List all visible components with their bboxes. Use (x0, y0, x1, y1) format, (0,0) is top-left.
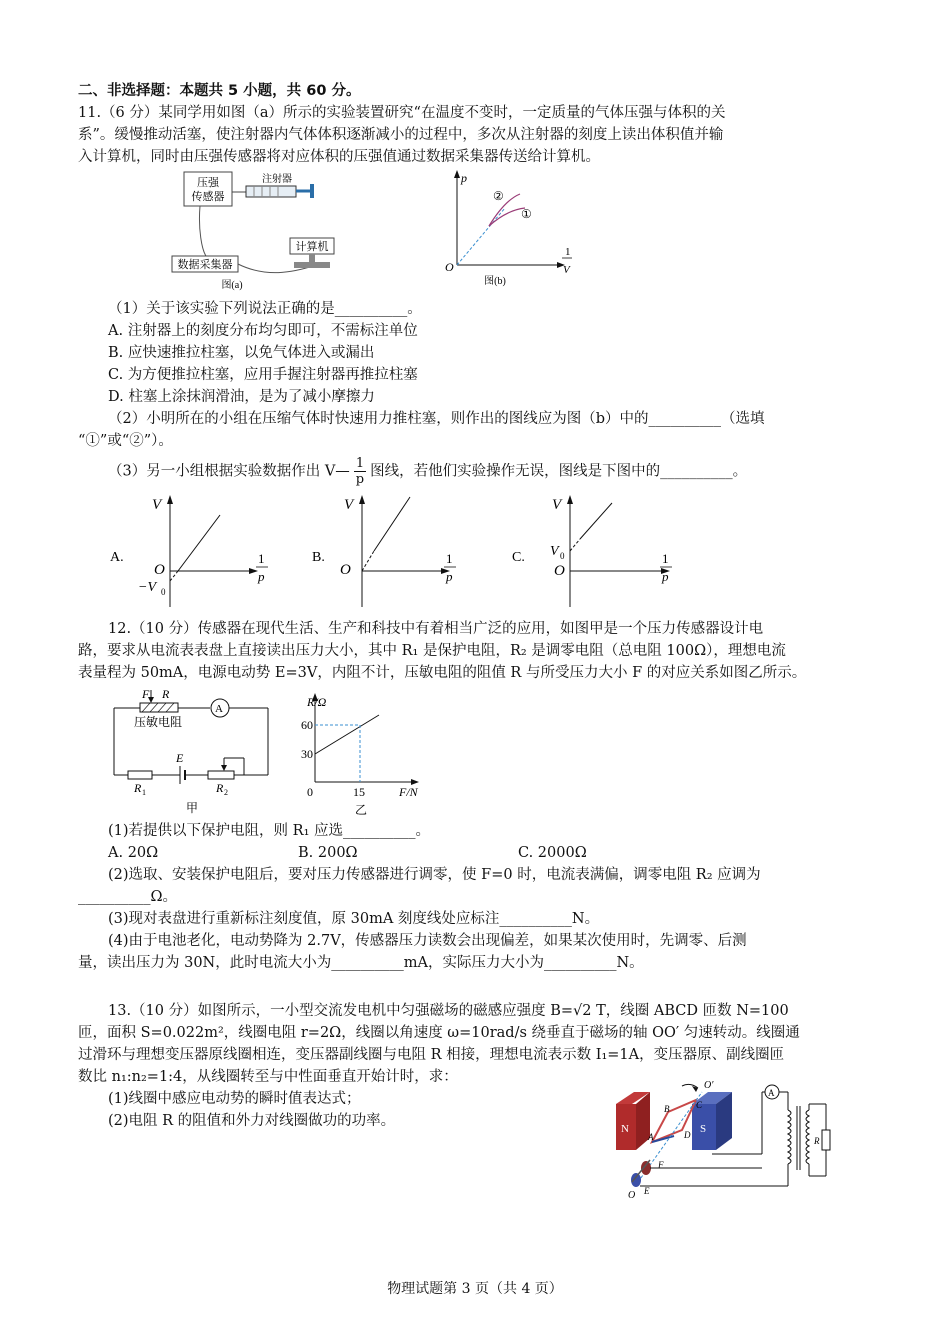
svg-text:R: R (162, 687, 170, 701)
q13-line-1: 13.（10 分）如图所示，一小型交流发电机中匀强磁场的磁感应强度 B=√2 T，线圈 ABCD 匝数 N=100 (108, 1003, 789, 1019)
circuit-jia (110, 688, 280, 818)
svg-text:A: A (648, 1132, 654, 1142)
q12-sub3: (3)现对表盘进行重新标注刻度值，原 30mA 刻度线处应标注__________N。 (108, 911, 600, 927)
q12-line-2: 路，要求从电流表表盘上直接读出压力大小，其中 R₁ 是保护电阻，R₂ 是调零电阻（总电阻 100Ω），理想电流 (78, 643, 786, 659)
q13-line-2: 匝，面积 S=0.022m²，线圈电阻 r=2Ω，线圈以角速度 ω=10rad/s 绕垂直于磁场的轴 OO′ 匀速转动。线圈通 (78, 1025, 800, 1041)
q12-sub1: (1)若提供以下保护电阻，则 R₁ 应选__________。 (108, 823, 430, 839)
svg-text:R: R (134, 781, 142, 795)
svg-text:V: V (550, 544, 559, 559)
svg-text:1: 1 (258, 551, 265, 566)
svg-text:压敏电阻: 压敏电阻 (134, 715, 183, 729)
svg-text:2: 2 (224, 788, 228, 797)
svg-text:R: R (216, 781, 224, 795)
svg-text:15: 15 (353, 785, 365, 799)
page-footer: 物理试题第 3 页（共 4 页） (387, 1281, 563, 1297)
graph-option-b (310, 495, 490, 610)
q11-line-3: 入计算机，同时由压强传感器将对应体积的压强值通过数据采集器传送给计算机。 (78, 149, 600, 165)
svg-text:B.: B. (312, 550, 325, 565)
q12-sub2a: (2)选取、安装保护电阻后，要对压力传感器进行调零，使 F=0 时，电流表满偏，调零电阻 R₂ 应调为 (108, 867, 761, 883)
q11-optC: C. 为方便推拉柱塞，应用手握注射器再推拉柱塞 (108, 367, 418, 383)
q11-line-2: 系”。缓慢推动活塞，使注射器内气体体积逐渐减小的过程中，多次从注射器的刻度上读出体积值并输 (78, 127, 724, 143)
figure-a-apparatus (170, 170, 370, 295)
q11-line-1: 11.（6 分）某同学用如图（a）所示的实验装置研究“在温度不变时，一定质量的气体压强与体积的关 (78, 105, 726, 121)
svg-text:图(b): 图(b) (484, 276, 506, 287)
q13-sub2: (2)电阻 R 的阻值和外力对线圈做功的功率。 (108, 1113, 396, 1129)
generator-figure (612, 1082, 842, 1204)
svg-text:p: p (461, 171, 467, 185)
svg-text:E: E (644, 1186, 650, 1196)
fig-a-computer-label: 计算机 (295, 241, 329, 253)
q13-line-4: 数比 n₁:n₂=1:4，从线圈转至与中性面垂直开始计时，求： (78, 1069, 458, 1085)
svg-text:0: 0 (307, 785, 313, 799)
svg-text:A: A (215, 703, 223, 715)
q12-sub2b: __________Ω。 (78, 889, 178, 905)
graph-option-a (108, 495, 288, 610)
svg-text:O: O (554, 563, 565, 579)
svg-text:F/N: F/N (399, 785, 418, 799)
svg-text:O: O (445, 260, 454, 274)
svg-text:V: V (563, 264, 570, 276)
svg-text:p: p (662, 569, 669, 584)
svg-text:O′: O′ (704, 1080, 714, 1091)
fig-a-syringe-label: 注射器 (262, 174, 292, 185)
svg-text:p: p (258, 569, 265, 584)
q13-sub1: (1)线圈中感应电动势的瞬时值表达式； (108, 1091, 361, 1107)
svg-text:V: V (344, 497, 354, 513)
svg-text:1: 1 (446, 551, 453, 566)
svg-text:F: F (658, 1160, 664, 1170)
svg-text:V: V (552, 497, 562, 513)
q11-sub3: （3）另一小组根据实验数据作出 V— $\frac{1}{p}$ 图线，若他们实验操作无误，图线是下图中的__________。 (108, 456, 748, 487)
svg-text:S: S (700, 1123, 707, 1135)
svg-text:1: 1 (662, 551, 669, 566)
svg-text:①: ① (521, 207, 532, 221)
q12-line-1: 12.（10 分）传感器在现代生活、生产和科技中有着相当广泛的应用，如图甲是一个压力传感器设计电 (108, 621, 764, 637)
svg-text:C: C (696, 1100, 703, 1110)
svg-text:30: 30 (301, 747, 313, 761)
svg-text:B: B (664, 1104, 670, 1114)
fig-a-sensor-label-2: 传感器 (191, 191, 225, 203)
q11-optD: D. 柱塞上涂抹润滑油，是为了减小摩擦力 (108, 389, 375, 405)
svg-text:②: ② (493, 189, 504, 203)
svg-text:0: 0 (161, 587, 166, 597)
q12-optA: A. 20Ω (108, 845, 159, 861)
svg-text:1: 1 (142, 788, 146, 797)
svg-text:O: O (154, 562, 165, 578)
svg-text:F: F (142, 687, 150, 701)
svg-text:R/Ω: R/Ω (307, 695, 327, 709)
q11-sub1: （1）关于该实验下列说法正确的是__________。 (108, 301, 422, 317)
graph-option-c (510, 495, 690, 610)
graph-yi (295, 690, 435, 818)
q11-optA: A. 注射器上的刻度分布均匀即可，不需标注单位 (108, 323, 418, 339)
svg-text:V: V (152, 497, 162, 513)
q13-line-3: 过滑环与理想变压器原线圈相连，变压器副线圈与电阻 R 相接，理想电流表示数 I₁=1A，变压器原、副线圈匝 (78, 1047, 785, 1063)
q12-sub4a: (4)由于电池老化，电动势降为 2.7V，传感器压力读数会出现偏差，如果某次使用时，先调零、后测 (108, 933, 747, 949)
svg-text:−V: −V (138, 580, 156, 595)
q11-sub2a: （2）小明所在的小组在压缩气体时快速用力推柱塞，则作出的图线应为图（b）中的__________（选填 (108, 411, 765, 427)
q11-sub2b: “①”或“②”）。 (78, 433, 173, 449)
svg-text:乙: 乙 (355, 803, 368, 817)
q12-optC: C. 2000Ω (518, 845, 587, 861)
svg-text:0: 0 (560, 551, 565, 561)
svg-text:甲: 甲 (186, 801, 199, 815)
svg-text:N: N (621, 1123, 629, 1135)
svg-text:60: 60 (301, 718, 313, 732)
svg-text:A.: A. (110, 550, 124, 565)
svg-text:p: p (446, 569, 453, 584)
svg-text:R: R (814, 1136, 820, 1146)
fig-a-caption: 图(a) (221, 280, 243, 291)
svg-text:E: E (176, 751, 184, 765)
svg-text:O: O (340, 562, 351, 578)
q12-line-3: 表量程为 50mA，电源电动势 E=3V，内阻不计，压敏电阻的阻值 R 与所受压力大小 F 的对应关系如图乙所示。 (78, 665, 807, 681)
fig-a-sensor-label-1: 压强 (197, 177, 219, 189)
fig-a-collector-label: 数据采集器 (177, 259, 233, 271)
svg-text:A: A (768, 1088, 775, 1098)
q11-optB: B. 应快速推拉柱塞，以免气体进入或漏出 (108, 345, 375, 361)
svg-text:D: D (684, 1130, 691, 1140)
figure-b-graph (445, 170, 575, 290)
svg-text:O: O (628, 1190, 636, 1201)
q12-sub4b: 量，读出压力为 30N，此时电流大小为__________mA，实际压力大小为__________N。 (78, 955, 644, 971)
section-title: 二、非选择题：本题共 5 小题，共 60 分。 (78, 83, 361, 99)
svg-text:C.: C. (512, 550, 525, 565)
svg-text:1: 1 (565, 246, 571, 258)
q12-optB: B. 200Ω (298, 845, 358, 861)
